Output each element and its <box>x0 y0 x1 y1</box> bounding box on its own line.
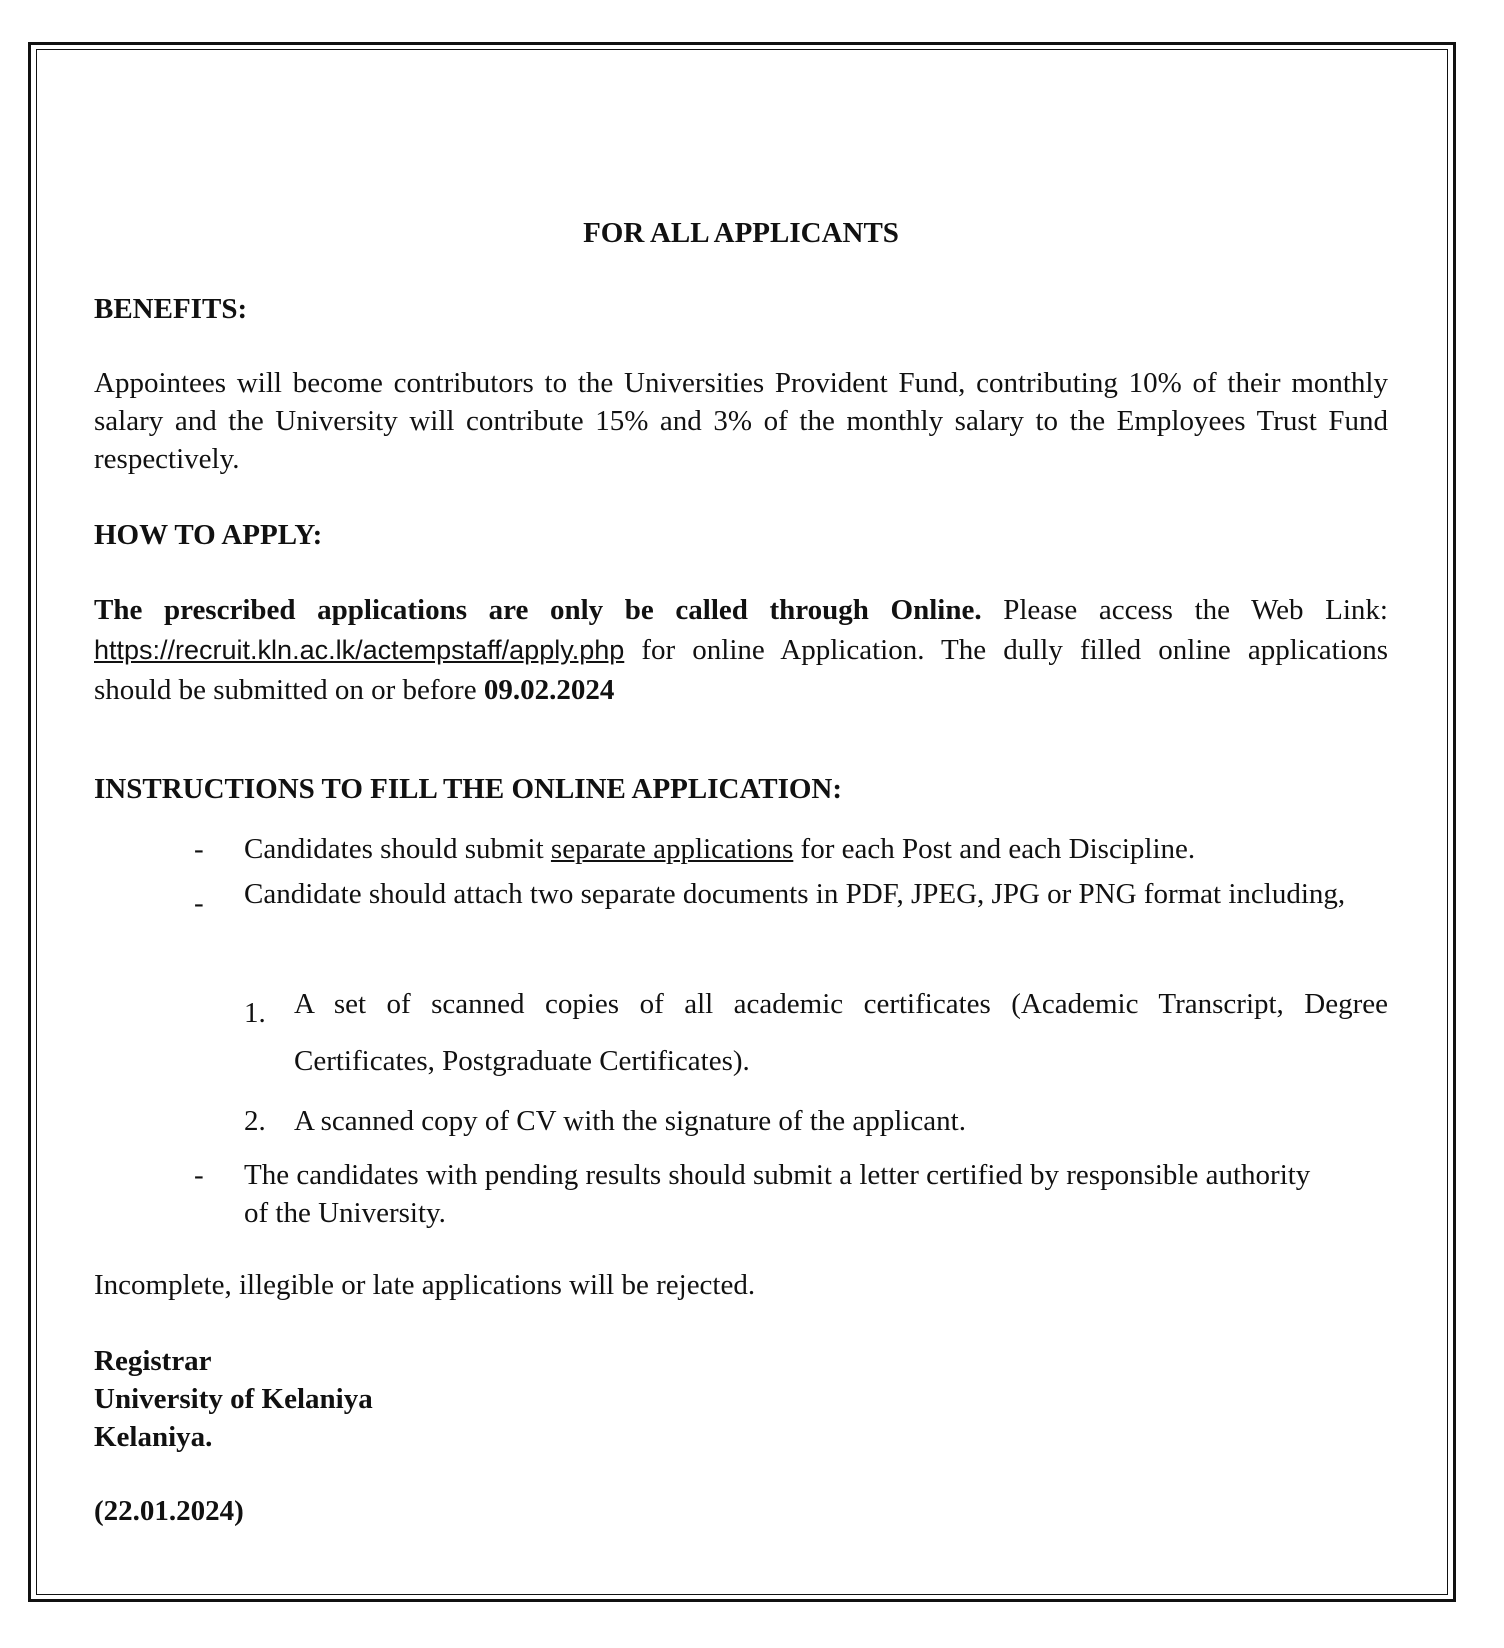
sub-item-number-2: 2. <box>244 1105 266 1137</box>
instructions-heading: INSTRUCTIONS TO FILL THE ONLINE APPLICATION: <box>94 773 843 805</box>
instruction-item1-before: Candidates should submit <box>244 833 551 865</box>
page-title: FOR ALL APPLICANTS <box>583 217 899 249</box>
instruction-item1-underlined: separate applications <box>550 833 794 865</box>
bullet-dash-2: - <box>194 887 204 919</box>
how-to-apply-paragraph <box>94 590 1388 710</box>
instruction-item-separate-applications <box>244 830 1388 868</box>
how-to-apply-text-after-link: for online Application. The dully filled online applications should be submitted on or before <box>94 634 1388 706</box>
sub-item-number-1: 1. <box>244 997 266 1029</box>
document-date: (22.01.2024) <box>94 1495 244 1527</box>
signature-registrar: Registrar <box>94 1345 212 1377</box>
sub-item-academic-certificates: A set of scanned copies of all academic certificates (Academic Transcript, Degree Certificates, Postgraduate Certificates). <box>294 988 1388 1077</box>
instruction-item1-after: for each Post and each Discipline. <box>793 833 1196 865</box>
benefits-heading: BENEFITS: <box>94 293 248 325</box>
instruction-item-attach-documents: Candidate should attach two separate documents in PDF, JPEG, JPG or PNG format including, <box>244 878 1346 910</box>
how-to-apply-text-before-link: Please access the Web Link: <box>981 594 1388 626</box>
application-deadline: 09.02.2024 <box>483 674 615 706</box>
how-to-apply-heading: HOW TO APPLY: <box>94 519 323 551</box>
how-to-apply-bold-lead: The prescribed applications are only be called through Online. <box>94 594 982 626</box>
signature-university: University of Kelaniya <box>94 1383 373 1415</box>
bullet-dash-3: - <box>194 1159 204 1191</box>
benefits-paragraph: Appointees will become contributors to the Universities Provident Fund, contributing 10% of their monthly salary and the University will contribute 15% and 3% of the monthly salary to the Employees Trust Fund respectively. <box>94 367 1388 475</box>
bullet-dash-1: - <box>194 833 204 865</box>
application-web-link[interactable]: https://recruit.kln.ac.lk/actempstaff/apply.php <box>94 635 625 665</box>
sub-item-cv: A scanned copy of CV with the signature of the applicant. <box>294 1105 966 1137</box>
rejection-note: Incomplete, illegible or late applications will be rejected. <box>94 1269 756 1301</box>
instruction-item-pending-results: The candidates with pending results should submit a letter certified by responsible authority of the University. <box>244 1159 1311 1229</box>
inner-border <box>36 49 1448 1595</box>
signature-location: Kelaniya. <box>94 1421 213 1453</box>
